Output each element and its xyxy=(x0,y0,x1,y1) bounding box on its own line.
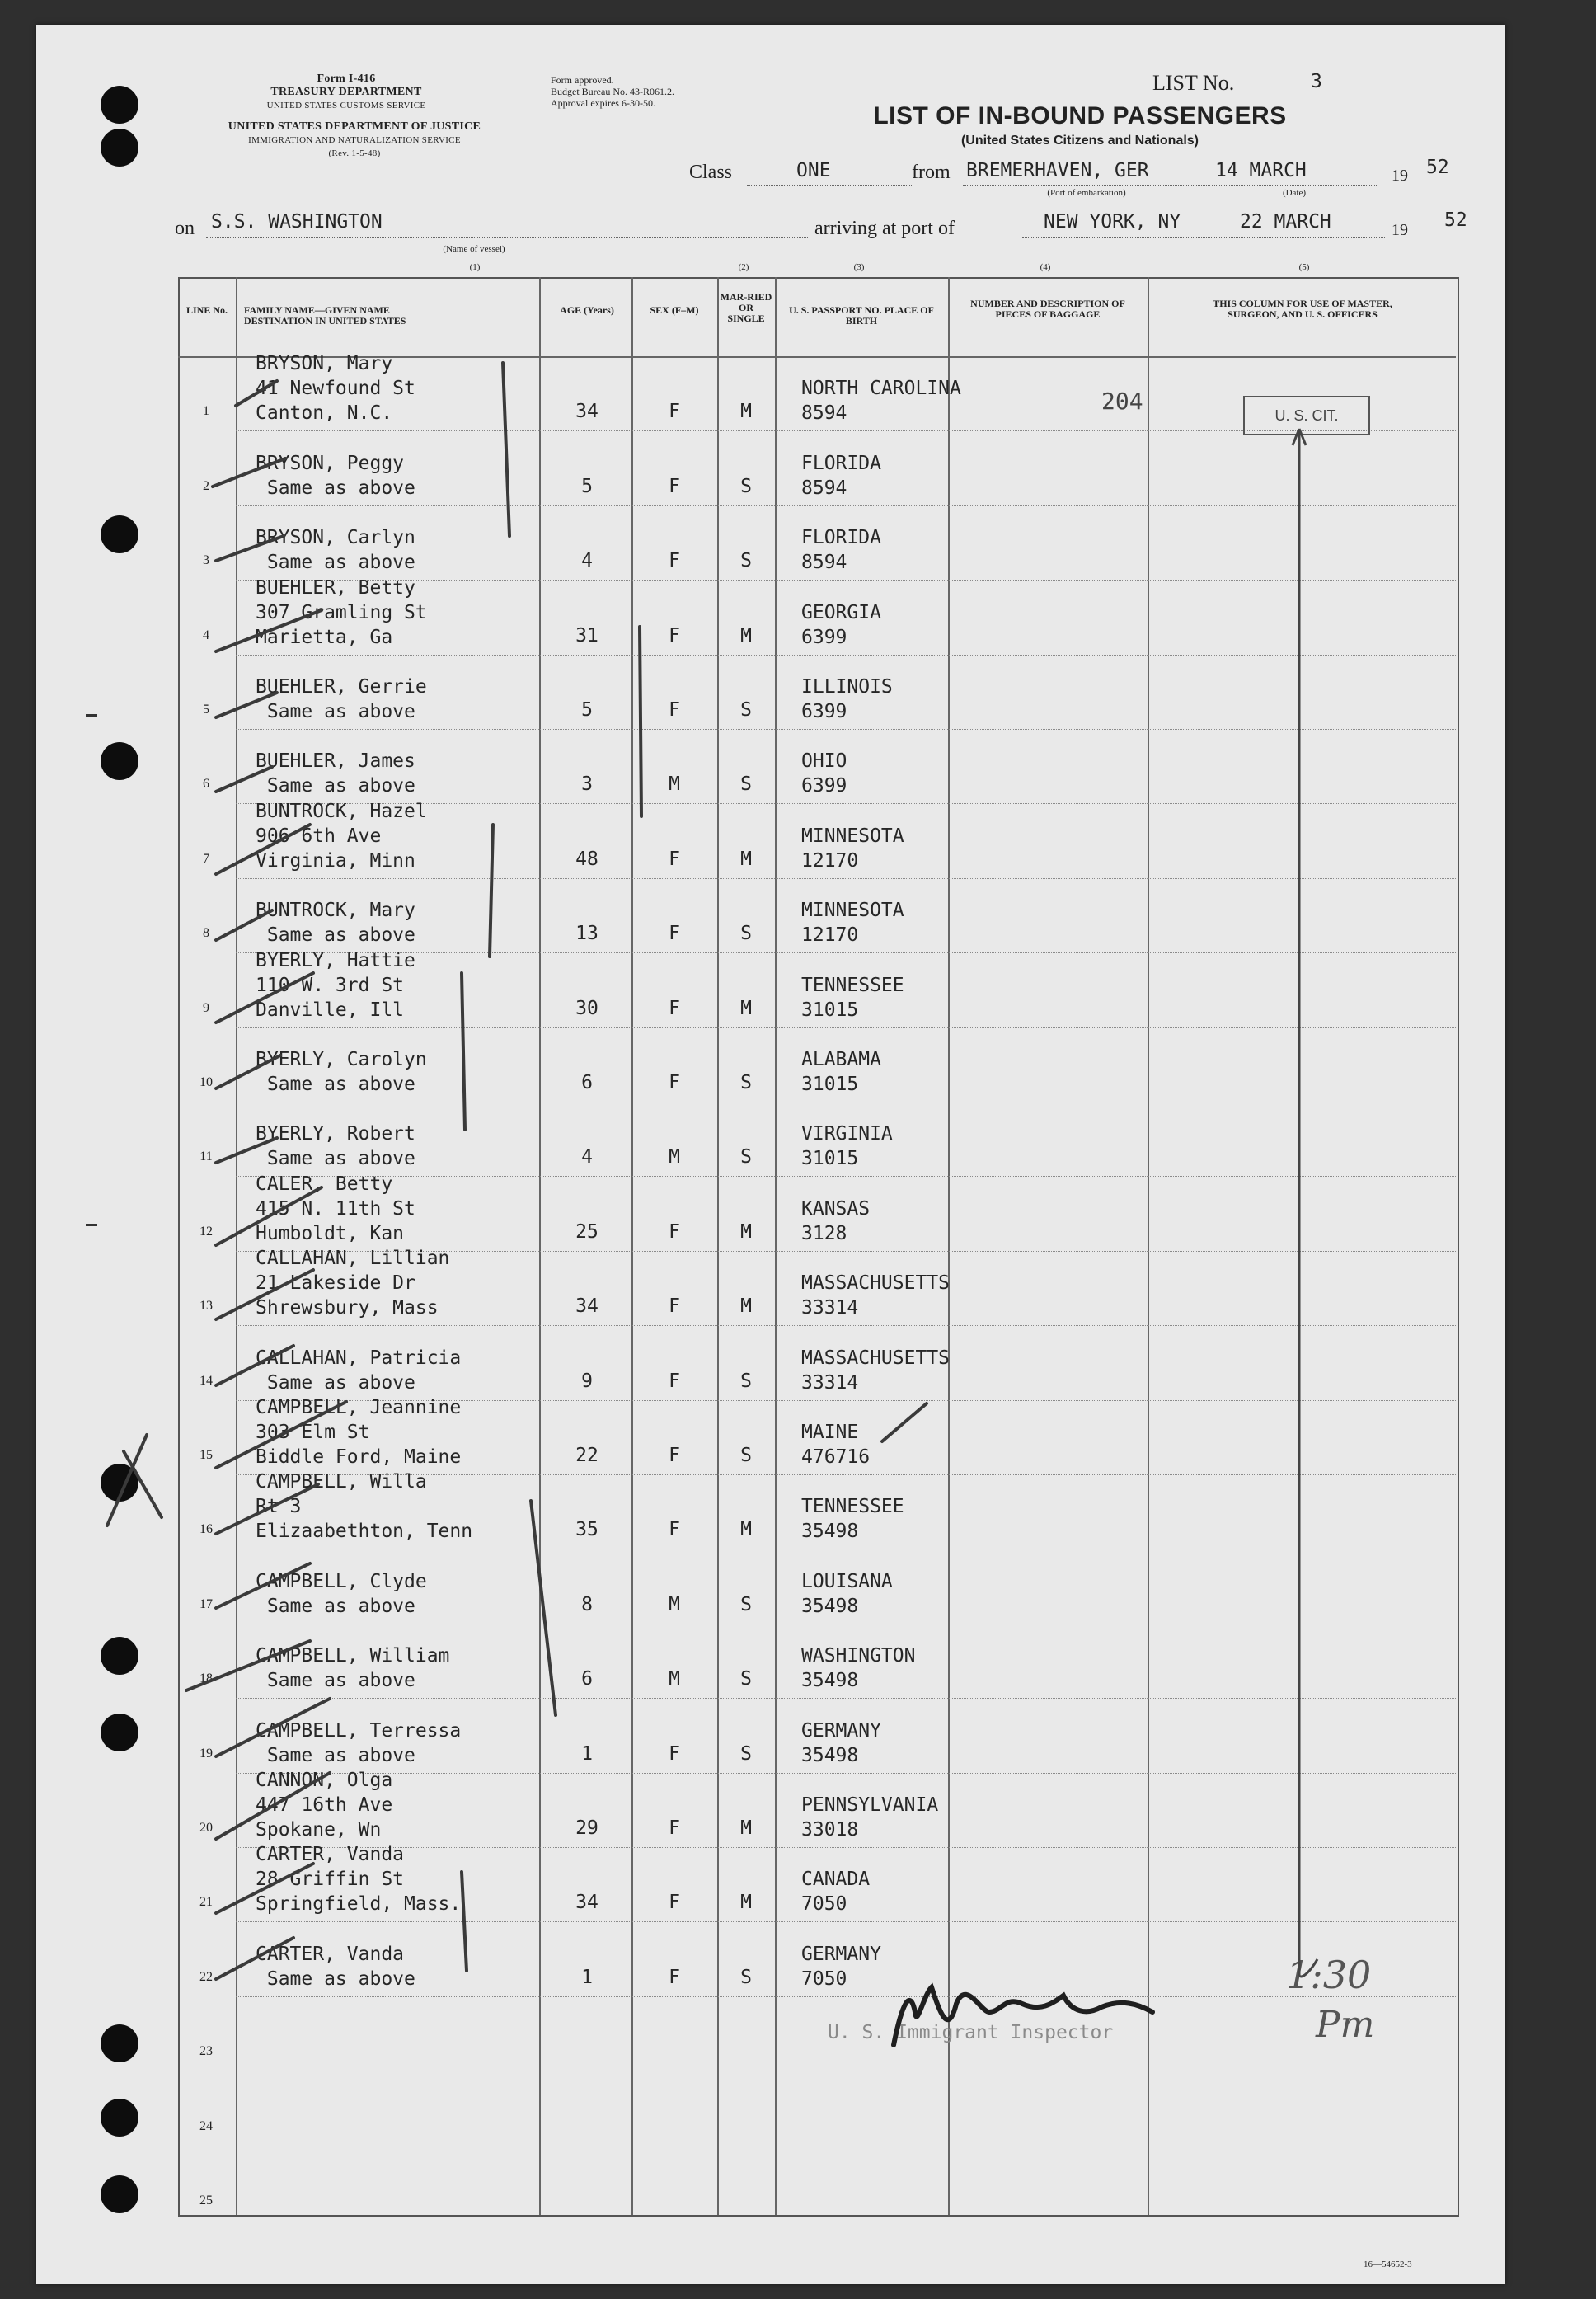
line-number: 8 xyxy=(203,926,209,941)
check-mark xyxy=(216,1187,322,1245)
check-mark xyxy=(216,1346,293,1385)
passport-birthplace: MAINE 476716 xyxy=(801,1422,871,1468)
passenger-age: 34 xyxy=(575,1295,598,1318)
check-mark xyxy=(216,910,272,940)
line-number: 24 xyxy=(200,2118,213,2133)
check-mark xyxy=(236,381,277,406)
passenger-sex: F xyxy=(669,848,680,870)
passport-birthplace: MASSACHUSETTS 33314 xyxy=(801,1272,951,1319)
passport-birthplace: GEORGIA 6399 xyxy=(801,601,881,648)
line-number: 9 xyxy=(203,1000,209,1015)
pencil-bracket xyxy=(462,973,465,1130)
passenger-name: BRYSON, Peggy Same as above xyxy=(256,452,415,499)
check-mark xyxy=(216,1055,280,1088)
citizen-stamp: U. S. CIT. xyxy=(1243,396,1370,435)
passenger-age: 6 xyxy=(581,1072,593,1093)
check-mark xyxy=(216,693,277,717)
ins-service: IMMIGRATION AND NATURALIZATION SERVICE xyxy=(248,135,461,145)
passport-birthplace: WASHINGTON 35498 xyxy=(801,1645,916,1692)
line-number: 16 xyxy=(200,1522,213,1537)
col-line-no: LINE No. xyxy=(185,304,228,316)
line-number: 1 xyxy=(203,404,209,419)
passport-birthplace: TENNESSEE 35498 xyxy=(801,1496,904,1543)
passenger-age: 25 xyxy=(575,1220,598,1243)
line-number: 7 xyxy=(203,851,209,866)
line-number: 4 xyxy=(203,628,209,642)
check-mark xyxy=(216,1864,313,1913)
line-number: 20 xyxy=(200,1821,213,1835)
passenger-sex: F xyxy=(669,1742,680,1765)
passenger-age: 48 xyxy=(575,848,598,870)
list-no-label: LIST No. xyxy=(1152,71,1235,95)
passenger-age: 1 xyxy=(581,1966,593,1988)
check-mark xyxy=(216,1773,330,1839)
on-label: on xyxy=(175,218,195,239)
passenger-sex: M xyxy=(669,1668,680,1690)
port-caption: (Port of embarkation) xyxy=(1047,188,1126,198)
date-caption: (Date) xyxy=(1282,188,1307,198)
passenger-age: 5 xyxy=(581,699,593,721)
passenger-name: BUEHLER, Gerrie Same as above xyxy=(256,676,427,722)
class-label: Class xyxy=(689,162,733,183)
line-number: 14 xyxy=(200,1373,213,1388)
col-baggage: NUMBER AND DESCRIPTION OF PIECES OF BAGGAGE xyxy=(970,298,1125,320)
col-2-caption: (2) xyxy=(738,262,749,272)
passenger-sex: M xyxy=(669,773,680,796)
line-number: 12 xyxy=(200,1224,213,1239)
check-mark xyxy=(216,825,310,874)
passenger-age: 34 xyxy=(575,1892,598,1914)
passenger-age: 30 xyxy=(575,997,598,1019)
arrow-hook xyxy=(1299,1959,1317,1977)
passport-birthplace: VIRGINIA 31015 xyxy=(801,1123,893,1170)
pencil-bracket xyxy=(503,363,509,536)
passenger-sex: F xyxy=(669,1966,680,1988)
passenger-marital: M xyxy=(740,997,752,1019)
passenger-name: BYERLY, Carolyn Same as above xyxy=(256,1049,427,1095)
passenger-age: 29 xyxy=(575,1817,598,1839)
passport-birthplace: ILLINOIS 6399 xyxy=(801,676,893,722)
passenger-marital: S xyxy=(740,1445,752,1466)
year-prefix: 19 xyxy=(1392,167,1408,185)
passport-birthplace: FLORIDA 8594 xyxy=(801,527,881,574)
passenger-age: 13 xyxy=(575,923,598,945)
passenger-marital: S xyxy=(740,1966,752,1988)
line-number: 10 xyxy=(200,1075,213,1089)
passenger-marital: M xyxy=(740,1295,752,1318)
passenger-age: 22 xyxy=(575,1445,598,1466)
pencil-stroke xyxy=(882,1403,927,1441)
line-number: 13 xyxy=(200,1299,213,1314)
passenger-sex: F xyxy=(669,1519,680,1541)
passenger-name: BUNTROCK, Mary Same as above xyxy=(256,900,415,947)
passenger-age: 5 xyxy=(581,475,593,497)
pencil-bracket xyxy=(531,1501,556,1715)
check-mark xyxy=(216,536,284,561)
approval-line-3: Approval expires 6-30-50. xyxy=(551,97,655,109)
revision: (Rev. 1-5-48) xyxy=(328,148,381,158)
passenger-name: CAMPBELL, Willa Rt 3 Elizaabethton, Tenn xyxy=(256,1471,473,1543)
col-4-caption: (4) xyxy=(1040,262,1051,272)
passenger-sex: F xyxy=(669,550,680,572)
passenger-marital: S xyxy=(740,1593,752,1615)
passport-birthplace: FLORIDA 8594 xyxy=(801,452,881,499)
passport-birthplace: OHIO 6399 xyxy=(801,750,847,797)
check-mark xyxy=(216,1563,310,1608)
passenger-marital: S xyxy=(740,1072,752,1093)
col-5-caption: (5) xyxy=(1298,262,1310,272)
passenger-name: CALLAHAN, Patricia Same as above xyxy=(256,1347,462,1394)
arrival-year-prefix: 19 xyxy=(1392,221,1408,239)
line-number: 11 xyxy=(200,1150,213,1164)
passenger-marital: S xyxy=(740,773,752,796)
check-mark xyxy=(216,767,272,792)
passenger-name: BUEHLER, Betty 307 Gramling St Marietta, Ga xyxy=(256,576,427,648)
check-mark xyxy=(216,1270,313,1319)
pencil-bracket xyxy=(462,1872,467,1971)
passenger-marital: M xyxy=(740,1519,752,1541)
passenger-age: 31 xyxy=(575,624,598,646)
line-number: 5 xyxy=(203,703,209,717)
justice-dept: UNITED STATES DEPARTMENT OF JUSTICE xyxy=(228,120,481,133)
col-age: AGE (Years) xyxy=(560,304,614,316)
passenger-age: 9 xyxy=(581,1370,593,1392)
passport-birthplace: MINNESOTA 12170 xyxy=(801,900,904,947)
check-mark xyxy=(186,1641,310,1690)
passenger-name: CAMPBELL, Clyde Same as above xyxy=(256,1570,427,1617)
embark-port: BREMERHAVEN, GER xyxy=(966,160,1149,181)
col-sex: SEX (F–M) xyxy=(650,304,699,316)
passenger-marital: M xyxy=(740,624,752,646)
time-note: 1:30 xyxy=(1286,1953,1372,1997)
customs-service: UNITED STATES CUSTOMS SERVICE xyxy=(266,101,426,110)
passenger-sex: F xyxy=(669,624,680,646)
passenger-sex: F xyxy=(669,1072,680,1093)
col-1-caption: (1) xyxy=(469,262,481,272)
from-label: from xyxy=(912,162,951,183)
passenger-name: CARTER, Vanda Same as above xyxy=(256,1943,415,1990)
passenger-age: 8 xyxy=(581,1593,593,1615)
col-passport: U. S. PASSPORT NO. PLACE OF BIRTH xyxy=(789,304,934,327)
passenger-name: CALLAHAN, Lillian 21 Lakeside Dr Shrewsbury, Mass xyxy=(256,1248,450,1319)
check-mark xyxy=(216,1138,277,1163)
passenger-age: 3 xyxy=(581,773,593,796)
check-mark xyxy=(216,973,313,1023)
passenger-marital: S xyxy=(740,1742,752,1765)
passenger-sex: F xyxy=(669,1370,680,1392)
passenger-name: CAMPBELL, William Same as above xyxy=(256,1645,450,1692)
passenger-name: CAMPBELL, Jeannine 303 Elm St Biddle Ford, Maine xyxy=(256,1397,462,1468)
passenger-marital: S xyxy=(740,1146,752,1168)
passenger-sex: F xyxy=(669,1817,680,1839)
passenger-sex: F xyxy=(669,923,680,945)
approval-line-1: Form approved. xyxy=(551,74,614,86)
pencil-bracket xyxy=(490,825,493,957)
check-mark xyxy=(216,1402,346,1468)
form-title: LIST OF IN-BOUND PASSENGERS xyxy=(873,102,1287,129)
passenger-age: 34 xyxy=(575,401,598,423)
passenger-sex: F xyxy=(669,1892,680,1914)
passenger-marital: M xyxy=(740,848,752,870)
inspector-signature xyxy=(894,1987,1152,2045)
line-number: 15 xyxy=(200,1448,213,1462)
list-no-value: 3 xyxy=(1311,71,1322,92)
baggage-note: 204 xyxy=(1101,388,1143,415)
col-3-caption: (3) xyxy=(853,262,865,272)
passenger-age: 1 xyxy=(581,1742,593,1765)
line-number: 17 xyxy=(200,1596,213,1611)
arrival-date: 22 MARCH xyxy=(1240,211,1331,233)
approval-line-2: Budget Bureau No. 43-R061.2. xyxy=(551,86,674,97)
passport-birthplace: GERMANY 7050 xyxy=(801,1943,881,1990)
passenger-name: BUNTROCK, Hazel 906 6th Ave Virginia, Minn xyxy=(256,800,427,872)
line-number: 2 xyxy=(203,478,209,493)
pencil-x xyxy=(107,1435,162,1526)
passenger-sex: F xyxy=(669,699,680,721)
form-subtitle: (United States Citizens and Nationals) xyxy=(960,134,1199,148)
check-mark xyxy=(216,610,322,651)
passenger-marital: M xyxy=(740,401,752,423)
passenger-marital: S xyxy=(740,699,752,721)
arriving-label: arriving at port of xyxy=(814,218,955,239)
departure-date: 14 MARCH xyxy=(1215,160,1307,181)
passport-birthplace: LOUISANA 35498 xyxy=(801,1570,893,1617)
passenger-marital: S xyxy=(740,1668,752,1690)
passport-birthplace: TENNESSEE 31015 xyxy=(801,974,904,1021)
form-number: Form I-416 xyxy=(317,73,376,85)
check-mark xyxy=(216,1484,318,1534)
passenger-name: BYERLY, Robert Same as above xyxy=(256,1123,415,1170)
time-note-2: Pm xyxy=(1316,2004,1375,2046)
inspector-label: U. S. Immigrant Inspector xyxy=(828,2022,1114,2043)
passenger-name: CARTER, Vanda 28 Griffin St Springfield, Mass. xyxy=(256,1844,462,1916)
passport-birthplace: KANSAS 3128 xyxy=(801,1197,871,1244)
passenger-sex: F xyxy=(669,1295,680,1318)
passenger-sex: F xyxy=(669,997,680,1019)
passenger-marital: M xyxy=(740,1220,752,1243)
line-number: 22 xyxy=(200,1969,213,1984)
passenger-name: BRYSON, Carlyn Same as above xyxy=(256,527,415,574)
passenger-marital: M xyxy=(740,1817,752,1839)
line-number: 6 xyxy=(203,777,209,792)
passenger-age: 35 xyxy=(575,1519,598,1541)
passport-birthplace: ALABAMA 31015 xyxy=(801,1049,881,1095)
passport-birthplace: GERMANY 35498 xyxy=(801,1719,881,1766)
check-mark xyxy=(216,1699,330,1756)
arrival-year: 52 xyxy=(1444,209,1467,231)
vessel-name: S.S. WASHINGTON xyxy=(211,211,383,233)
passenger-name: BRYSON, Mary 41 Newfound St Canton, N.C. xyxy=(256,353,415,425)
passenger-name: CALER, Betty 415 N. 11th St Humboldt, Kan xyxy=(256,1173,415,1244)
line-number: 19 xyxy=(200,1746,213,1761)
footer-code: 16—54652-3 xyxy=(1364,2259,1412,2269)
passenger-name: CAMPBELL, Terressa Same as above xyxy=(256,1719,462,1766)
col-married: MAR-RIED OR SINGLE xyxy=(720,291,772,324)
passenger-marital: S xyxy=(740,550,752,572)
passenger-age: 4 xyxy=(581,550,593,572)
passenger-name: BYERLY, Hattie 110 W. 3rd St Danville, Ill xyxy=(256,949,415,1021)
passport-birthplace: NORTH CAROLINA 8594 xyxy=(801,378,961,425)
passenger-name: BUEHLER, James Same as above xyxy=(256,750,415,797)
col-officers: THIS COLUMN FOR USE OF MASTER, SURGEON, AND U. S. OFFICERS xyxy=(1213,298,1392,320)
arrival-port: NEW YORK, NY xyxy=(1044,211,1181,233)
passport-birthplace: MINNESOTA 12170 xyxy=(801,825,904,872)
passenger-marital: S xyxy=(740,923,752,945)
passenger-marital: S xyxy=(740,475,752,497)
pencil-bracket xyxy=(640,627,641,816)
passenger-marital: S xyxy=(740,1370,752,1392)
line-number: 18 xyxy=(200,1671,213,1686)
passenger-age: 6 xyxy=(581,1668,593,1690)
line-number: 3 xyxy=(203,553,209,568)
passenger-name: CANNON, Olga 447 16th Ave Spokane, Wn xyxy=(256,1770,393,1841)
passenger-sex: F xyxy=(669,1220,680,1243)
line-number: 23 xyxy=(200,2044,213,2059)
departure-year: 52 xyxy=(1426,157,1449,178)
col-name: FAMILY NAME—GIVEN NAME DESTINATION IN UNITED STATES xyxy=(244,304,406,327)
passenger-sex: F xyxy=(669,401,680,423)
line-number: 21 xyxy=(200,1895,213,1910)
passenger-age: 4 xyxy=(581,1146,593,1168)
treasury-dept: TREASURY DEPARTMENT xyxy=(270,86,422,98)
line-number: 25 xyxy=(200,2193,213,2207)
passenger-sex: F xyxy=(669,475,680,497)
passport-birthplace: PENNSYLVANIA 33018 xyxy=(801,1794,939,1841)
passenger-sex: F xyxy=(669,1445,680,1466)
class-value: ONE xyxy=(796,160,831,181)
vessel-caption: (Name of vessel) xyxy=(443,244,505,254)
check-mark xyxy=(213,458,285,487)
passenger-marital: M xyxy=(740,1892,752,1914)
passport-birthplace: MASSACHUSETTS 33314 xyxy=(801,1347,951,1394)
passport-birthplace: CANADA 7050 xyxy=(801,1869,871,1916)
passenger-sex: M xyxy=(669,1593,680,1615)
check-mark xyxy=(216,1938,293,1979)
passenger-sex: M xyxy=(669,1146,680,1168)
